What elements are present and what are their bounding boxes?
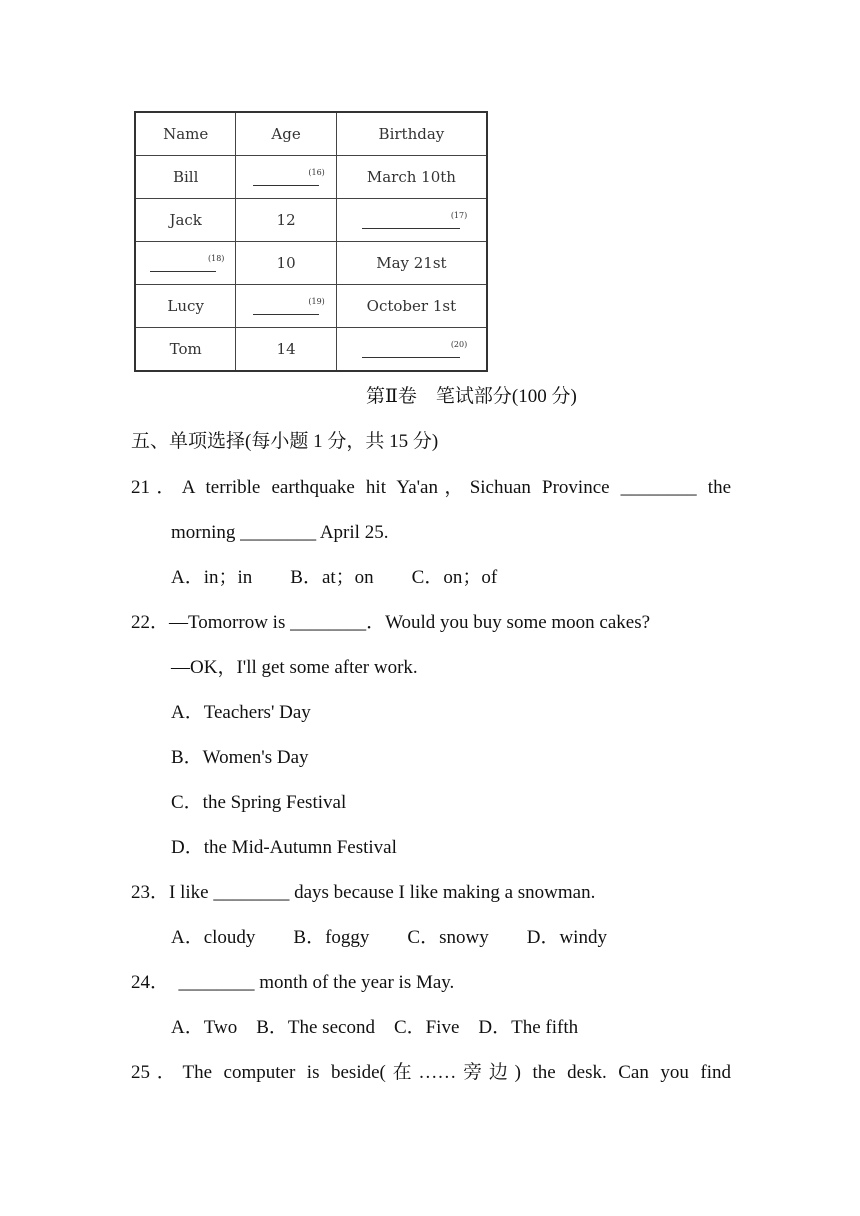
- answer-blank: [362, 345, 460, 358]
- question-25-line1: 25．The computer is beside(在……旁边) the desk. Can you find: [131, 1062, 731, 1083]
- blank-number: (20): [450, 340, 468, 349]
- cell-birthday-blank: [336, 328, 487, 372]
- cell-name: Lucy: [135, 285, 236, 328]
- cell-age: 12: [236, 199, 336, 242]
- question-22-option-a: A．Teachers' Day: [171, 702, 311, 723]
- table-row: [135, 242, 487, 285]
- header-age: Age: [236, 112, 336, 156]
- cell-birthday: October 1st: [336, 285, 487, 328]
- section-title: 五、单项选择(每小题 1 分，共 15 分): [131, 431, 439, 452]
- cell-name: Bill: [135, 156, 236, 199]
- cell-name-blank: [135, 242, 236, 285]
- table-header-row: [135, 112, 487, 156]
- cell-birthday-blank: [336, 199, 487, 242]
- question-22-option-b: B．Women's Day: [171, 747, 309, 768]
- question-22-option-c: C．the Spring Festival: [171, 792, 347, 813]
- cell-age: 14: [236, 328, 336, 372]
- table-row: [135, 285, 487, 328]
- table-row: [135, 156, 487, 199]
- blank-number: (16): [308, 168, 325, 177]
- question-21-options: A．in；in B．at；on C．on；of: [171, 567, 498, 588]
- question-22-reply: —OK，I'll get some after work.: [171, 657, 418, 678]
- blank-number: (19): [308, 297, 325, 306]
- header-birthday: Birthday: [336, 112, 487, 156]
- cell-birthday: May 21st: [336, 242, 487, 285]
- question-22-option-d: D．the Mid-Autumn Festival: [171, 837, 397, 858]
- question-23-stem: 23．I like ________ days because I like making a snowman.: [131, 882, 596, 903]
- answer-blank: [362, 216, 460, 229]
- blank-number: (18): [208, 254, 225, 263]
- header-name: Name: [135, 112, 236, 156]
- question-24-options: A．Two B．The second C．Five D．The fifth: [171, 1017, 579, 1038]
- cell-age: 10: [236, 242, 336, 285]
- table-row: [135, 328, 487, 372]
- info-table: [134, 111, 488, 372]
- question-23-options: A．cloudy B．foggy C．snowy D．windy: [171, 927, 607, 948]
- volume-title: 第Ⅱ卷 笔试部分(100 分): [366, 386, 577, 407]
- cell-birthday: March 10th: [336, 156, 487, 199]
- cell-age-blank: [236, 156, 336, 199]
- question-21-line2: morning ________ April 25.: [171, 522, 389, 543]
- cell-name: Tom: [135, 328, 236, 372]
- cell-age-blank: [236, 285, 336, 328]
- answer-blank: [150, 259, 216, 272]
- blank-number: (17): [450, 211, 468, 220]
- cell-name: Jack: [135, 199, 236, 242]
- question-22-stem: 22．—Tomorrow is ________．Would you buy some moon cakes?: [131, 612, 651, 633]
- question-24-stem: 24． ________ month of the year is May.: [131, 972, 455, 993]
- question-21-line1: 21．A terrible earthquake hit Ya'an，Sichuan Province ________ the: [131, 477, 731, 498]
- table-row: [135, 199, 487, 242]
